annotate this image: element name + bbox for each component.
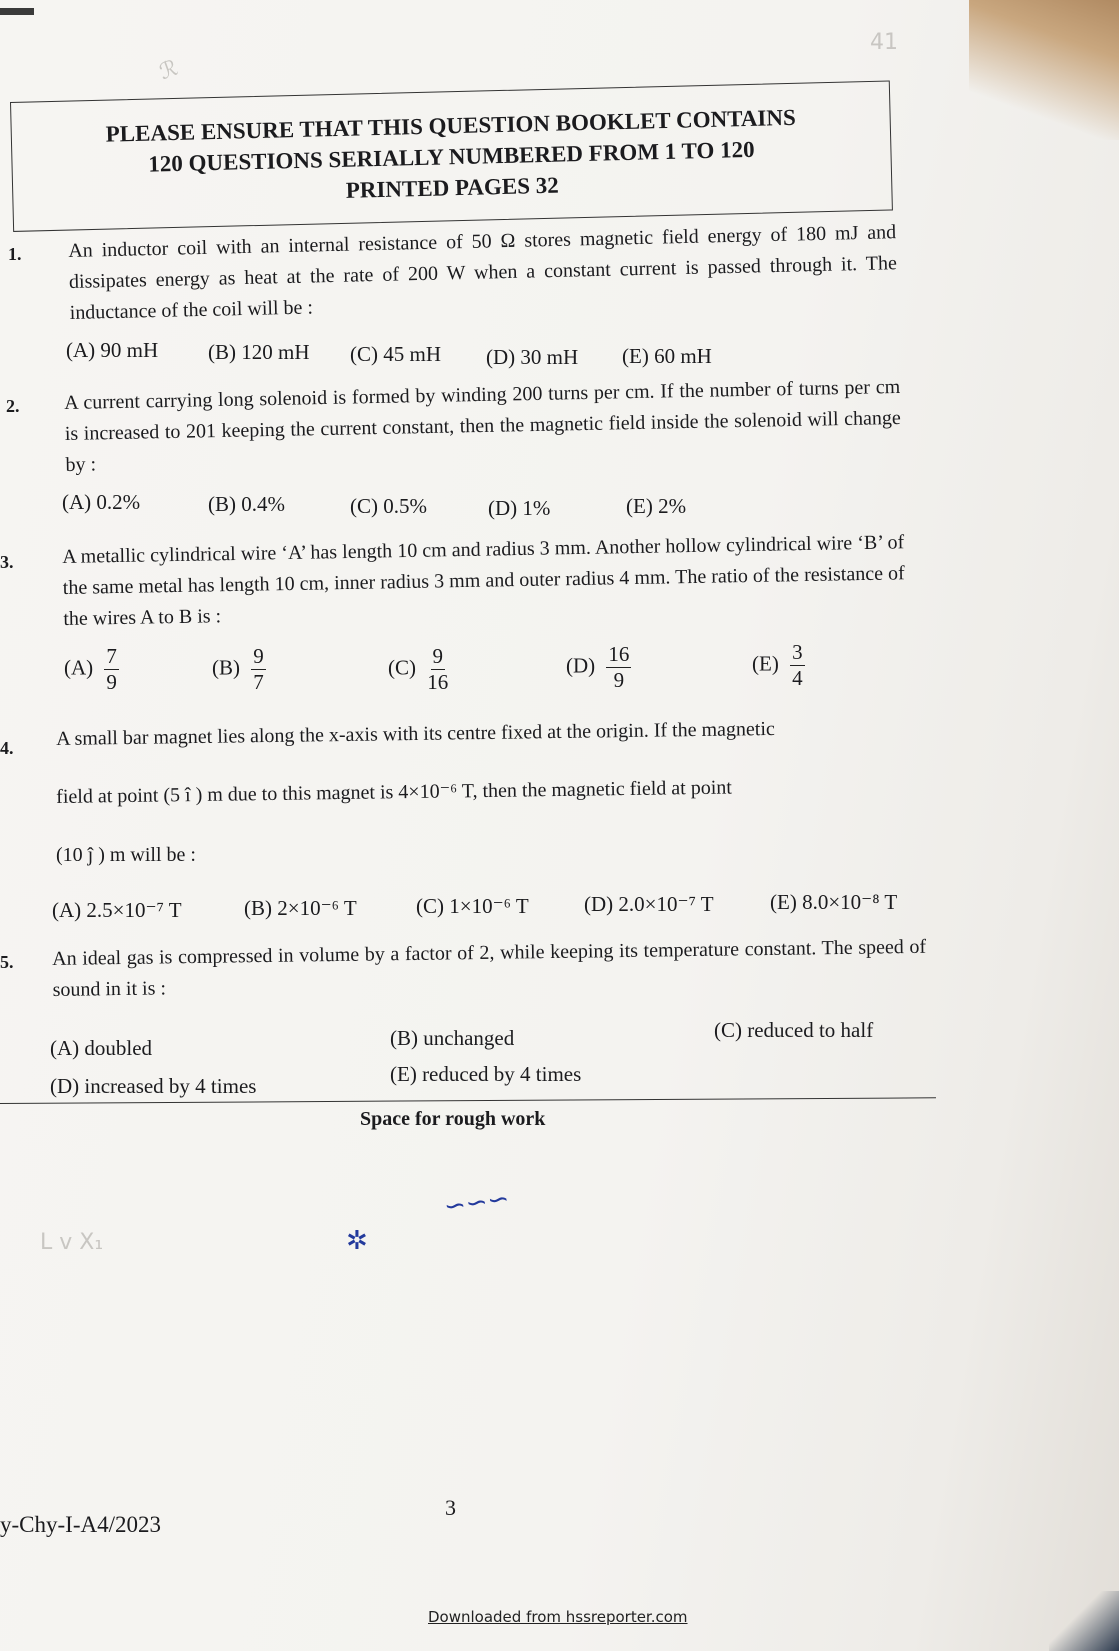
pencil-mark: 41 [870, 30, 898, 55]
q2-option-d: (D) 1% [488, 496, 551, 520]
q1-option-b: (B) 120 mH [208, 340, 310, 364]
fraction-numerator: 3 [792, 640, 803, 664]
notice-line-1: PLEASE ENSURE THAT THIS QUESTION BOOKLET CONTAINS [105, 104, 797, 147]
q3-option-e [752, 640, 805, 691]
q4-option-c: (C) 1×10⁻⁶ T [416, 894, 529, 918]
fraction-numerator: 16 [608, 642, 630, 666]
q1-option-d: (D) 30 mH [486, 345, 579, 369]
question-2-text: A current carrying long solenoid is formed by winding 200 turns per cm. If the number of turns per cm is increased to 201 keeping the current constant, then the magnetic field inside the solenoid will change by : [64, 375, 901, 476]
notice-line-3: PRINTED PAGES 32 [345, 172, 559, 203]
q5-option-d: (D) increased by 4 times [50, 1074, 257, 1098]
booklet-code: y-Chy-I-A4/2023 [0, 1512, 161, 1537]
q3-option-b-label: (B) [212, 655, 240, 680]
q2-option-c: (C) 0.5% [350, 494, 427, 518]
question-5-number: 5. [0, 952, 14, 972]
question-4-line-1: A small bar magnet lies along the x-axis with its centre fixed at the origin. If the magnetic [56, 717, 775, 750]
q3-option-d-label: (D) [566, 653, 596, 678]
q5-option-c: (C) reduced to half [714, 1018, 874, 1042]
page-edge-shadow [969, 0, 1119, 140]
q3-option-c [388, 644, 448, 695]
pencil-mark: L v X₁ [40, 1230, 104, 1255]
fraction-denominator: 16 [427, 670, 449, 694]
rough-work-label: Space for rough work [360, 1108, 546, 1130]
question-2-number: 2. [6, 396, 20, 416]
fraction [606, 642, 631, 693]
q1-option-a: (A) 90 mH [66, 338, 159, 362]
pen-scribble: ✲ [346, 1226, 368, 1256]
question-4-line-3: (10 ĵ ) m will be : [56, 844, 196, 866]
question-3-text: A metallic cylindrical wire ‘A’ has length 10 cm and radius 3 mm. Another hollow cylindrical wire ‘B’ of the same metal has length 10 cm, inner radius 3 mm and outer radius 4 mm. The ratio of the resistance of the wires A to B is : [62, 531, 905, 630]
fraction-numerator: 9 [253, 644, 264, 668]
q1-option-e: (E) 60 mH [622, 344, 712, 368]
q5-option-e: (E) reduced by 4 times [390, 1062, 582, 1086]
page-number: 3 [445, 1495, 456, 1520]
source-link[interactable]: Downloaded from hssreporter.com [428, 1608, 688, 1626]
question-5-text: An ideal gas is compressed in volume by a factor of 2, while keeping its temperature constant. The speed of sound in it is : [52, 935, 927, 1001]
q2-option-b: (B) 0.4% [208, 492, 285, 516]
fraction [251, 644, 266, 695]
pencil-mark: ℛ [156, 55, 182, 86]
q4-option-b: (B) 2×10⁻⁶ T [244, 896, 357, 920]
question-1-number: 1. [8, 244, 22, 264]
question-1-text: An inductor coil with an internal resistance of 50 Ω stores magnetic field energy of 180 mJ and dissipates energy as heat at the rate of 200 W when a constant current is passed through it. The inductance of the coil will be : [68, 221, 898, 324]
fraction-denominator: 9 [106, 670, 117, 694]
page-corner-shadow [1049, 1591, 1119, 1651]
q4-option-e: (E) 8.0×10⁻⁸ T [770, 890, 898, 914]
q3-option-a-label: (A) [64, 655, 94, 680]
q3-option-e-label: (E) [752, 651, 779, 676]
fraction-denominator: 4 [792, 666, 803, 690]
fraction [790, 640, 805, 691]
q4-option-a: (A) 2.5×10⁻⁷ T [52, 898, 182, 922]
fraction [104, 644, 119, 695]
booklet-notice-box [10, 80, 893, 231]
question-4-number: 4. [0, 738, 14, 758]
q5-option-a: (A) doubled [50, 1036, 153, 1060]
q3-option-d [566, 642, 631, 693]
fraction-denominator: 7 [253, 670, 264, 694]
pen-scribble: ∽∽∽ [442, 1183, 512, 1223]
q4-option-d: (D) 2.0×10⁻⁷ T [584, 892, 714, 916]
notice-line-2: 120 QUESTIONS SERIALLY NUMBERED FROM 1 TO 120 [148, 136, 755, 177]
q3-option-b [212, 644, 266, 695]
q2-option-a: (A) 0.2% [62, 490, 141, 514]
q5-option-b: (B) unchanged [390, 1026, 515, 1050]
question-4-line-2: field at point (5 î ) m due to this magnet is 4×10⁻⁶ T, then the magnetic field at point [56, 776, 733, 808]
fraction-denominator: 9 [613, 668, 625, 692]
q2-option-e: (E) 2% [626, 494, 687, 518]
fraction-numerator: 9 [432, 644, 443, 668]
q1-option-c: (C) 45 mH [350, 342, 441, 366]
fraction [427, 644, 448, 695]
question-3-number: 3. [0, 552, 14, 572]
q3-option-c-label: (C) [388, 655, 416, 680]
edge-mark [0, 8, 34, 15]
fraction-numerator: 7 [106, 644, 117, 668]
q3-option-a [64, 644, 119, 695]
